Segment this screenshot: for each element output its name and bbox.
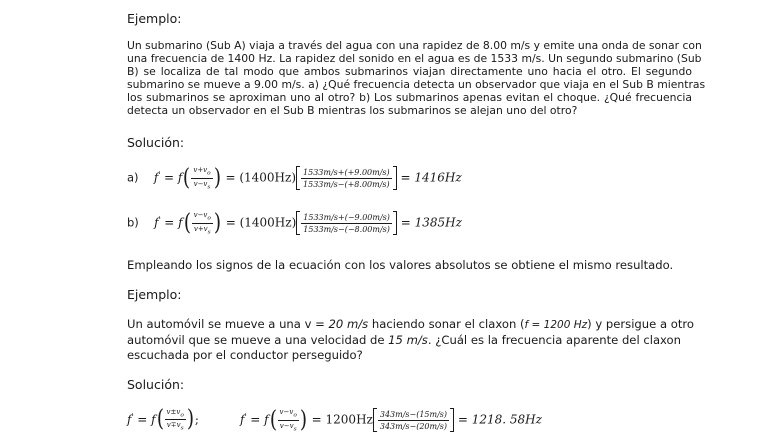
value-fraction: $\frac{1533m/s+(+9.00m/s)}{1533m/s-(+8.00m/s)}$: [303, 167, 390, 189]
doppler-fraction: $\frac{v-v_o}{v+v_s}$: [193, 211, 211, 235]
example-problem-text: Un automóvil se mueve a una v = 20 m/s haciendo sonar el claxon (f = 1200 Hz) y persigue a otro automóvil que se mueve a una velocidad de 15 m/s. ¿Cuál es la frecuencia aparente del claxon escuchada por el conductor perseguido?: [127, 317, 694, 362]
doppler-fraction: $\frac{v-v_o}{v-v_s}$: [279, 408, 297, 432]
solution-heading: Solución:: [127, 377, 185, 392]
equation-label: b): [127, 215, 139, 230]
solution-heading: Solución:: [127, 135, 185, 150]
equation-label: a): [127, 170, 139, 185]
equation-b: b) f' = f( $\frac{v-v_o}{v+v_s}$ ) = (1400Hz) $\frac{1533m/s+(-9.00m/s)}{1533m/s-(-8.00m/s)}$ = 1385Hz: [127, 209, 462, 236]
example-problem-text: [127, 39, 706, 118]
result: = 1416Hz: [400, 170, 462, 185]
result: = 1385Hz: [400, 215, 462, 230]
value-fraction: $\frac{343m/s-(15m/s)}{343m/s-(20m/s)}$: [379, 409, 448, 431]
problem-line: Un submarino (Sub A) viaja a través del agua con una rapidez de 8.00 m/s y emite una onda de sonar con: [127, 39, 702, 52]
value-fraction: $\frac{1533m/s+(-9.00m/s)}{1533m/s-(-8.00m/s)}$: [303, 212, 390, 234]
example-heading: Ejemplo:: [127, 11, 182, 26]
problem-line: B) se localiza de tal modo que ambos submarinos viajan directamente uno hacia el otro. El segundo: [127, 65, 692, 79]
example-heading: Ejemplo:: [127, 287, 182, 302]
problem-line: los submarinos se aproximan uno al otro? b) Los submarinos apenas evitan el choque. ¿Qué frecuencia: [127, 91, 692, 105]
specific-formula: f' = f( $\frac{v-v_o}{v-v_s}$ ) = 1200Hz $\frac{343m/s-(15m/s)}{343m/s-(20m/s)}$ = 1218. 58Hz: [240, 406, 542, 433]
problem-line: submarino se mueve a 9.00 m/s. a) ¿Qué frecuencia detecta un observador que viaja en el Sub B mientras: [127, 78, 706, 92]
doppler-fraction: $\frac{v+v_o}{v-v_s}$: [193, 166, 211, 190]
problem-line: detecta un observador en el Sub B mientras los submarinos se alejan uno del otro?: [127, 104, 578, 118]
doppler-fraction: $\frac{v\pm v_o}{v\mp v_s}$: [166, 408, 184, 432]
result: = 1218. 58Hz: [457, 412, 542, 427]
problem-line: una frecuencia de 1400 Hz. La rapidez del sonido en el agua es de 1533 m/s. Un segundo submarino (Sub: [127, 52, 702, 66]
note-text: Empleando los signos de la ecuación con los valores absolutos se obtiene el mismo resultado.: [127, 258, 674, 272]
general-formula: f' = f( $\frac{v\pm v_o}{v\mp v_s}$ );: [127, 406, 199, 433]
equation-a: a) f' = f( $\frac{v+v_o}{v-v_s}$ ) = (1400Hz) $\frac{1533m/s+(+9.00m/s)}{1533m/s-(+8.00m/s)}$ = 1416Hz: [127, 164, 462, 191]
